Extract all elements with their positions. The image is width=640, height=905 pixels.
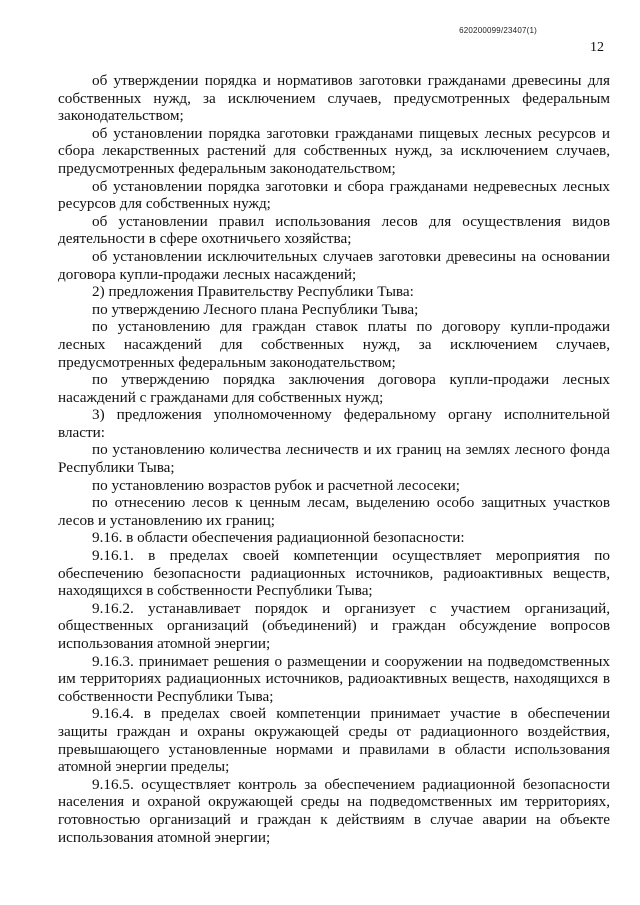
- paragraph: 9.16. в области обеспечения радиационной безопасности:: [92, 529, 465, 547]
- paragraph: по утверждению порядка заключения договора купли-продажи лесных насаждений с гражданами для собственных нужд;: [58, 371, 610, 406]
- document-id: 620200099/23407(1): [459, 26, 537, 35]
- paragraph: по установлению возрастов рубок и расчетной лесосеки;: [92, 476, 461, 494]
- paragraph: об установлении порядка заготовки и сбора гражданами недревесных лесных ресурсов для собственных нужд;: [58, 177, 610, 213]
- paragraph: 9.16.2. устанавливает порядок и организует с участием организаций, общественных организаций (объединений) и граждан обсуждение вопросов использования атомной энергии;: [58, 599, 610, 652]
- paragraph: 9.16.3. принимает решения о размещении и сооружении на подведомственных им территориях радиационных источников, радиоактивных веществ, находящихся в собственности Республики Тыва;: [58, 652, 610, 705]
- paragraph: по установлению количества лесничеств и их границ на землях лесного фонда Республики Тыва;: [58, 441, 610, 477]
- paragraph: об установлении исключительных случаев заготовки древесины на основании договора купли-продажи лесных насаждений;: [58, 247, 610, 283]
- paragraph: по утверждению Лесного плана Республики Тыва;: [92, 300, 419, 318]
- page-number: 12: [590, 40, 604, 55]
- paragraph: об установлении порядка заготовки гражданами пищевых лесных ресурсов и сбора лекарственных растений для собственных нужд, за исключением случаев, предусмотренных федеральным законодательством;: [58, 124, 610, 177]
- paragraph: по отнесению лесов к ценным лесам, выделению особо защитных участков лесов и установлению их границ;: [58, 494, 610, 529]
- paragraph: по установлению для граждан ставок платы по договору купли-продажи лесных насаждений для собственных нужд, за исключением случаев, предусмотренных федеральным законодательством;: [58, 318, 610, 371]
- paragraph: 9.16.4. в пределах своей компетенции принимает участие в обеспечении защиты граждан и охраны окружающей среды от радиационного воздействия, превышающего установленные нормами и правилами в области использования атомной энергии пределы;: [58, 705, 610, 776]
- document-body: [58, 72, 610, 846]
- paragraph: 3) предложения уполномоченному федеральному органу исполнительной власти:: [58, 406, 610, 441]
- paragraph: 9.16.1. в пределах своей компетенции осуществляет мероприятия по обеспечению безопасности радиационных источников, радиоактивных веществ, находящихся в собственности Республики Тыва;: [58, 547, 610, 600]
- paragraph: 2) предложения Правительству Республики Тыва:: [92, 283, 414, 301]
- paragraph: 9.16.5. осуществляет контроль за обеспечением радиационной безопасности населения и охраной окружающей среды на подведомственных им территориях, готовностью организаций и граждан к действиям в случае аварии на объекте использования атомной энергии;: [58, 775, 610, 846]
- paragraph: об утверждении порядка и нормативов заготовки гражданами древесины для собственных нужд, за исключением случаев, предусмотренных федеральным законодательством;: [58, 72, 610, 125]
- paragraph: об установлении правил использования лесов для осуществления видов деятельности в сфере охотничьего хозяйства;: [58, 212, 610, 248]
